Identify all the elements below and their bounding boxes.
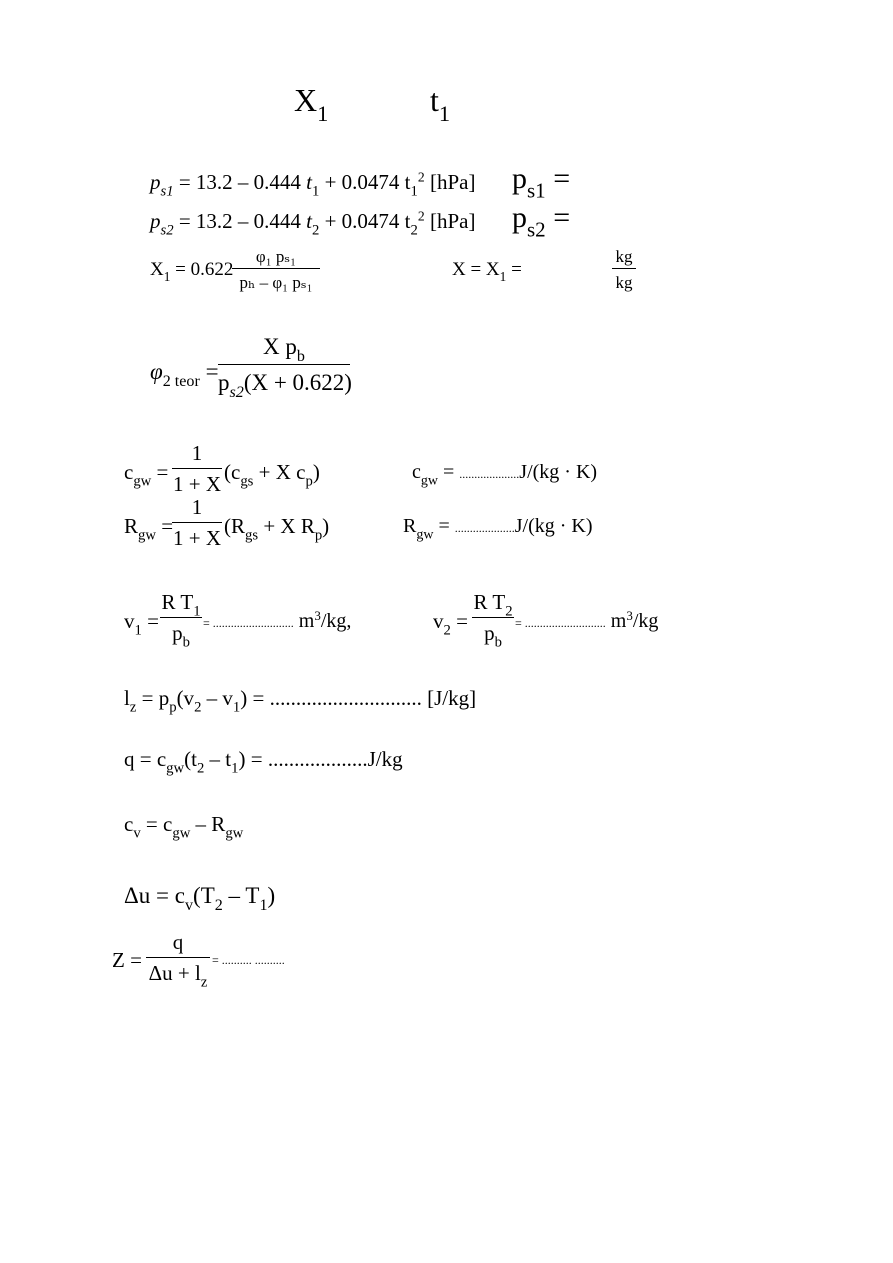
formula-v2-rhs: = ........................... $m^3/kg$ [515,607,659,632]
fraction-v1: R $T_1$ $p_b$ [161,590,201,651]
formula-z-result: = .......... .......... [212,953,285,967]
result-rgw: $R_{gw} = ....................J/(kg \cdot K)$ [403,515,593,543]
formula-z-lhs: Z = [112,948,142,972]
fraction-z: q $\Delta u + l_z$ [146,932,210,984]
result-ps1: $p_{s1}$ = [512,162,571,203]
formula-lz: $l_z = p_p(v_2 - v_1)$ = ............................. [J/kg] [124,686,477,716]
formula-cgw-rhs: ($c_{gs} + X$ $c_p$) [224,460,320,490]
fraction-x1-denominator: pₕ – φ₁ pₛ₁ [239,273,313,292]
result-ps2: $p_{s2}$ = [512,201,571,242]
fraction-x1 [232,248,320,291]
formula-rgw-rhs: ($R_{gs} + X$ $R_p$) [224,514,330,544]
header-t1: $t_1$ [430,82,451,127]
formula-x-equals: $X = X_1$ = [452,259,522,284]
fraction-phi [218,334,352,402]
result-cgw: $c_{gw} = ....................J/(kg \cdot K)$ [412,461,598,489]
unit-kg-kg: kg kg [612,248,636,291]
fraction-rgw: 1 1 + X [172,495,221,550]
formula-cgw-lhs: $c_{gw}$ = [124,460,169,490]
formula-ps1: $p_{s1} = 13.2 - 0.444$ $t_1 + 0.0474$ $t_1^2$ [hPa] [150,169,476,200]
fraction-v2: R $T_2$ $p_b$ [473,590,513,651]
formula-v1-rhs: = ........................... $m^3/kg$, [203,607,352,632]
header-x1: $X_1$ [294,82,329,127]
formula-v1-lhs: $v_1$ = [124,609,159,639]
formula-phi-lhs: $\varphi_{2 teor}$ = [150,359,219,391]
formula-v2-lhs: $v_2$ = [433,609,468,639]
formula-ps2: $p_{s2} = 13.2 - 0.444$ $t_2 + 0.0474$ $t_2^2$ [hPa] [150,208,476,239]
formula-cv: $c_v = c_{gw} - R_{gw}$ [124,812,244,842]
fraction-cgw: 1 1 + X [172,441,221,496]
formula-x1-lhs: $X_1 = 0.622$ [150,259,234,284]
fraction-phi-denominator: $p_{s2}(X + 0.622)$ [218,370,352,402]
formula-q: $q = c_{gw}(t_2 - t_1) = ...................J/kg$ [124,747,403,777]
fraction-x1-numerator: φ₁ pₛ₁ [255,247,297,266]
fraction-phi-numerator: X $p_b$ [263,334,305,366]
formula-delta-u: $\Delta u = c_v(T_2 - T_1)$ [124,883,276,915]
formula-rgw-lhs: $R_{gw}$ = [124,514,174,544]
